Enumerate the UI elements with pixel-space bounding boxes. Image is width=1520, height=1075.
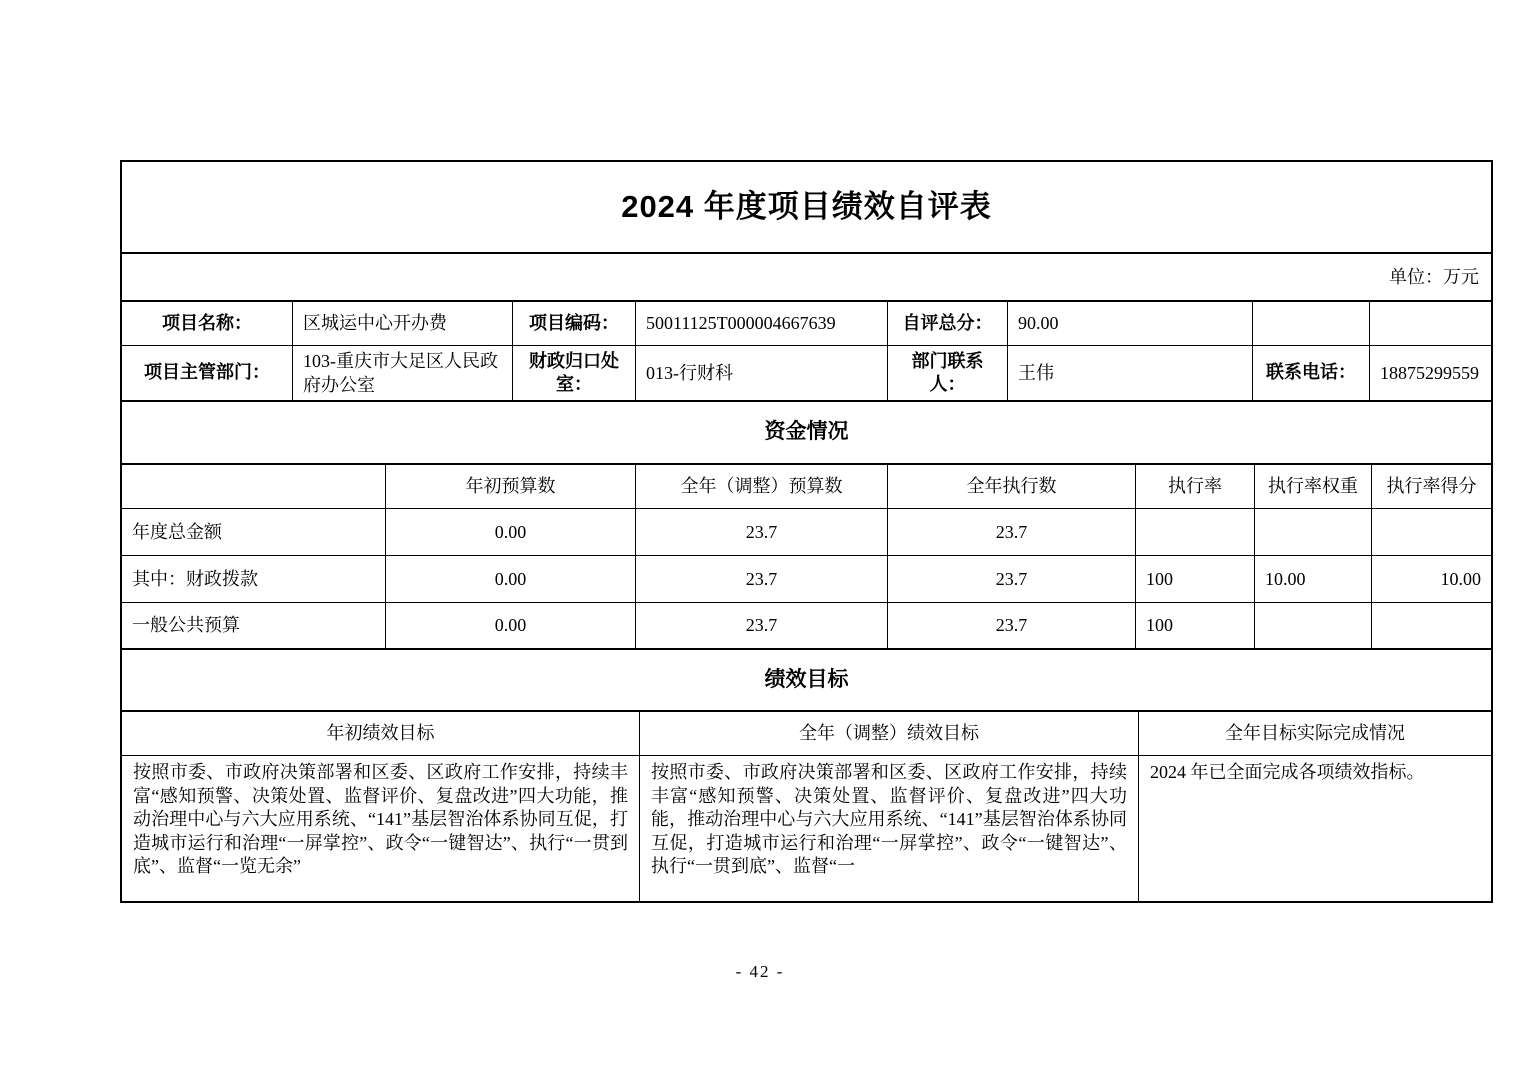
phone-value: 18875299559: [1369, 346, 1491, 400]
goals-col-completion: 全年目标实际完成情况: [1138, 712, 1491, 755]
goals-header-row: [122, 710, 1491, 755]
info-row-2: [122, 345, 1491, 400]
execution-rate: 100: [1135, 556, 1254, 602]
project-name-label: 项目名称：: [162, 312, 252, 333]
adjusted-budget: 23.7: [635, 556, 887, 602]
self-evaluation-table: [120, 160, 1493, 903]
goals-col-initial: 年初绩效目标: [326, 723, 435, 744]
rate-weight: 10.00: [1254, 556, 1371, 602]
finance-office-value: 013-行财科: [635, 346, 887, 400]
funding-col-weight: 执行率权重: [1254, 465, 1371, 508]
goals-col-adjusted: 全年（调整）绩效目标: [639, 712, 1138, 755]
contact-value: 王伟: [1007, 346, 1252, 400]
project-name-value: 区城运中心开办费: [292, 302, 512, 345]
executed-amount: 23.7: [887, 603, 1135, 648]
rate-score: [1371, 603, 1491, 648]
self-score-value: 90.00: [1007, 302, 1252, 345]
info-row-1: [122, 300, 1491, 345]
funding-col-initial: 年初预算数: [385, 465, 635, 508]
phone-label: 联系电话：: [1252, 346, 1369, 400]
contact-label: 部门联系人：: [887, 346, 1007, 400]
project-code-value: 50011125T000004667639: [635, 302, 887, 345]
adjusted-goal-text: 按照市委、市政府决策部署和区委、区政府工作安排，持续丰富“感知预警、决策处置、监督评价、复盘改进”四大功能，推动治理中心与六大应用系统、“141”基层智治体系协同互促，打造城市运行和治理“一屏掌控”、政令“一键智达”、执行“一贯到底”、监督“一: [639, 756, 1138, 901]
funding-col-executed: 全年执行数: [887, 465, 1135, 508]
adjusted-budget: 23.7: [635, 603, 887, 648]
execution-rate: 100: [1135, 603, 1254, 648]
funding-header-row: [122, 463, 1491, 508]
completion-text: 2024 年已全面完成各项绩效指标。: [1138, 756, 1491, 901]
project-code-label: 项目编码：: [512, 302, 635, 345]
executed-amount: 23.7: [887, 509, 1135, 555]
unit-note: 单位：万元: [1389, 266, 1479, 287]
funding-col-rate: 执行率: [1135, 465, 1254, 508]
funding-row-total: [122, 508, 1491, 555]
dept-value: 103-重庆市大足区人民政府办公室: [292, 346, 512, 400]
self-score-label: 自评总分：: [887, 302, 1007, 345]
funding-section-row: [122, 400, 1491, 463]
funding-row-fiscal: [122, 555, 1491, 602]
goals-section-row: [122, 648, 1491, 710]
funding-section-title: 资金情况: [764, 420, 849, 444]
initial-budget: 0.00: [385, 603, 635, 648]
row-label: 其中：财政拨款: [132, 568, 258, 589]
rate-weight: [1254, 603, 1371, 648]
page-number: - 42 -: [735, 962, 785, 981]
initial-budget: 0.00: [385, 509, 635, 555]
goals-section-title: 绩效目标: [764, 667, 849, 691]
empty-cell: [1252, 302, 1369, 345]
document-title: 2024 年度项目绩效自评表: [621, 189, 992, 225]
funding-col-blank: [122, 465, 385, 508]
row-label: 一般公共预算: [132, 615, 240, 636]
adjusted-budget: 23.7: [635, 509, 887, 555]
executed-amount: 23.7: [887, 556, 1135, 602]
title-row: [122, 162, 1491, 252]
funding-col-adjusted: 全年（调整）预算数: [635, 465, 887, 508]
rate-weight: [1254, 509, 1371, 555]
initial-budget: 0.00: [385, 556, 635, 602]
rate-score: 10.00: [1371, 556, 1491, 602]
execution-rate: [1135, 509, 1254, 555]
dept-label: 项目主管部门：: [144, 362, 270, 383]
finance-office-label: 财政归口处室：: [512, 346, 635, 400]
empty-cell: [1369, 302, 1491, 345]
funding-row-public-budget: [122, 602, 1491, 648]
rate-score: [1371, 509, 1491, 555]
unit-row: [122, 252, 1491, 300]
initial-goal-text: 按照市委、市政府决策部署和区委、区政府工作安排，持续丰富“感知预警、决策处置、监督评价、复盘改进”四大功能，推动治理中心与六大应用系统、“141”基层智治体系协同互促，打造城市运行和治理“一屏掌控”、政令“一键智达”、执行“一贯到底”、监督“一览无余”: [133, 762, 628, 876]
funding-col-score: 执行率得分: [1371, 465, 1491, 508]
row-label: 年度总金额: [132, 521, 222, 542]
goals-body-row: [122, 755, 1491, 901]
